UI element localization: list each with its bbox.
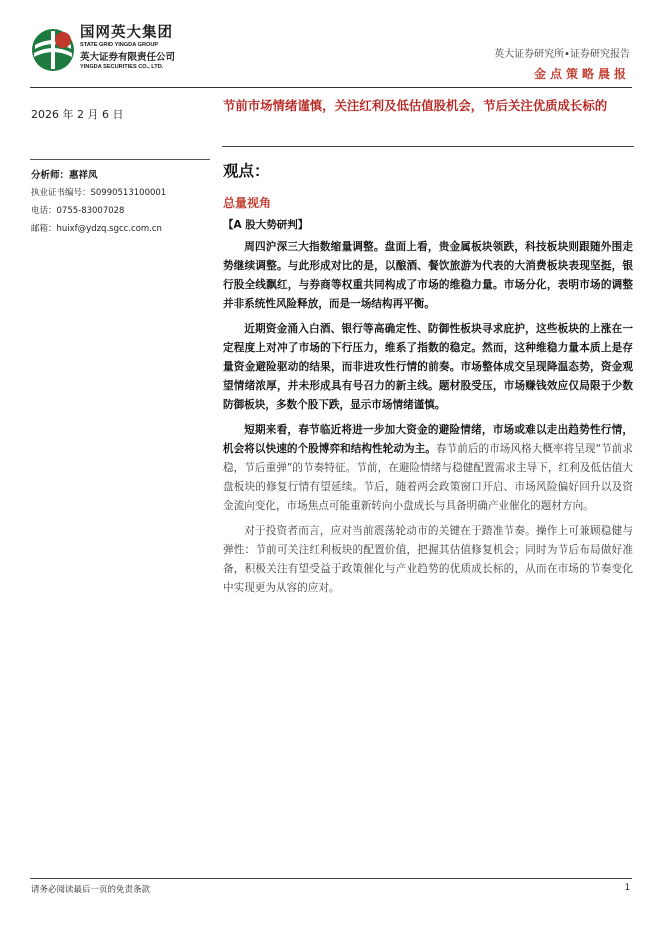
paragraph-normal: 对于投资者而言，应对当前震荡轮动市的关键在于踏准节奏。操作上可兼顾稳健与弹性：节前可关注红利板块的配置价值，把握其估值修复机会；同时为节后布局做好准备，积极关注有望受益于政策催化与产业趋势的优质成长标的，从而在市场的节奏变化中实现更为从容的应对。 xyxy=(223,525,633,594)
paragraph-bold: 周四沪深三大指数缩量调整。盘面上看，贵金属板块领跌，科技板块则跟随外围走势继续调整。与此形成对比的是，以酿酒、餐饮旅游为代表的大消费板块表现坚挺，银行股全线飘红，与券商等权重共同构成了市场的维稳力量。市场分化，表明市场的调整并非系统性风险释放，而是一场结构再平衡。 xyxy=(223,241,633,310)
logo-chinese-name: 国网英大集团 xyxy=(80,25,173,41)
institute-label: 英大证券研究所•证券研究报告 xyxy=(494,49,630,60)
state-grid-logo-icon xyxy=(30,27,76,73)
paragraph xyxy=(223,320,633,415)
analyst-phone: 电话：0755-83007028 xyxy=(31,206,125,216)
paragraph xyxy=(223,238,633,314)
footer-divider xyxy=(30,878,632,879)
paragraph-normal: 春节前后的市场风格大概率将呈现“节前求稳，节后重弹”的节奏特征。节前，在避险情绪与稳健配置需求主导下，红利及低估值大盘板块的修复行情有望延续。节后，随着两会政策窗口开启、市场风险偏好回升以及资金流向变化，市场焦点可能重新转向小盘成长与具备明确产业催化的题材方向。 xyxy=(223,443,633,512)
page-number: 1 xyxy=(624,883,630,893)
analyst-cert: 执业证书编号：S0990513100001 xyxy=(31,188,167,198)
report-headline: 节前市场情绪谨慎，关注红利及低估值股机会，节后关注优质成长标的 xyxy=(223,98,608,113)
paragraph-bold: 近期资金涌入白酒、银行等高确定性、防御性板块寻求庇护，这些板块的上涨在一定程度上对冲了市场的下行压力，维系了指数的稳定。然而，这种维稳力量本质上是存量资金避险驱动的结果，而非进攻性行情的前奏。市场整体成交呈现降温态势，资金观望情绪浓厚，并未形成具有号召力的新主线。题材股受压，市场赚钱效应仅局限于少数防御板块，多数个股下跌，显示市场情绪谨慎。 xyxy=(223,323,633,411)
logo-company-name: 英大证券有限责任公司 xyxy=(80,52,176,63)
logo-company-english: YINGDA SECURITIES CO., LTD. xyxy=(80,64,164,70)
company-logo xyxy=(30,25,200,77)
report-date: 2026 年 2 月 6 日 xyxy=(31,108,124,121)
paragraph-bold: 短期来看，春节临近将进一步加大资金的避险情绪，市场或难以走出趋势性行情，机会将以快速的个股博弈和结构性轮动为主。 xyxy=(223,424,633,455)
report-type: 金点策略晨报 xyxy=(533,67,630,81)
header-divider xyxy=(30,87,632,88)
headline-divider xyxy=(222,146,634,147)
section-title: 观点： xyxy=(223,162,270,180)
left-divider xyxy=(30,159,210,160)
footer-disclaimer: 请务必阅读最后一页的免责条款 xyxy=(31,885,151,895)
box-title: 【A 股大势研判】 xyxy=(223,219,309,231)
body-text xyxy=(223,238,633,604)
paragraph xyxy=(223,522,633,598)
analyst-email: 邮箱：huixf@ydzq.sgcc.com.cn xyxy=(31,224,162,234)
analyst-name: 分析师：惠祥凤 xyxy=(31,170,98,181)
sub-title: 总量视角 xyxy=(223,196,272,210)
logo-english-name: STATE GRID YINGDA GROUP xyxy=(80,42,159,48)
paragraph xyxy=(223,421,633,516)
